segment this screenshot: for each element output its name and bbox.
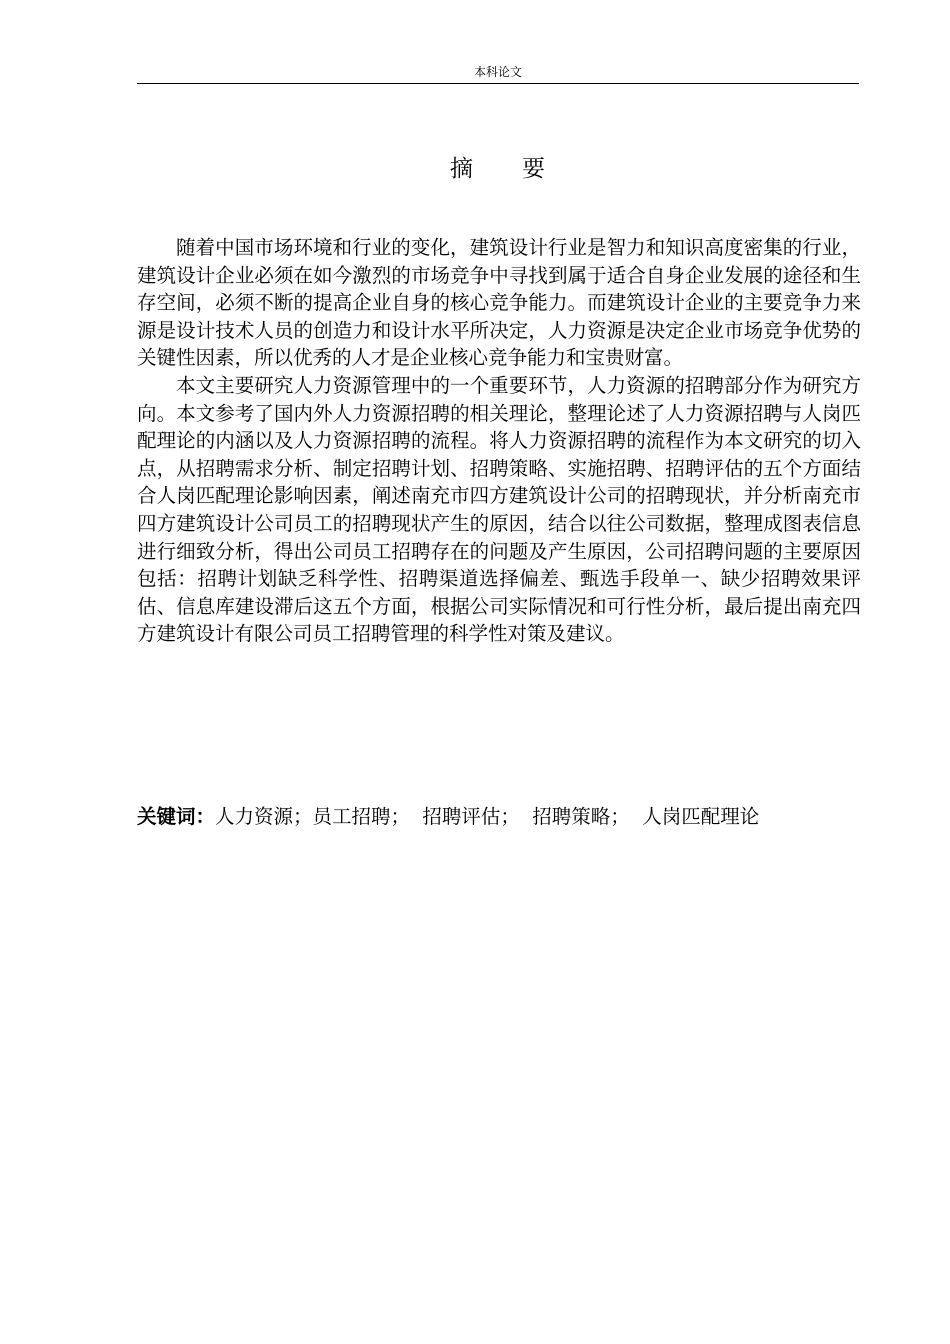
title-char-1: 摘 [450,156,474,182]
keywords-label: 关键词： [137,805,216,828]
abstract-title [137,153,859,185]
keywords-text: 人力资源；员工招聘； 招聘评估； 招聘策略； 人岗匹配理论 [215,805,760,828]
abstract-paragraph-1: 随着中国市场环境和行业的变化，建筑设计行业是智力和知识高度密集的行业，建筑设计企业必须在如今激烈的市场竞争中寻找到属于适合自身企业发展的途径和生存空间，必须不断的提高企业自身的核心竞争能力。而建筑设计企业的主要竞争力来源是设计技术人员的创造力和设计水平所决定，人力资源是决定企业市场竞争优势的关键性因素，所以优秀的人才是企业核心竞争能力和宝贵财富。 [137,236,861,370]
page-header: 本科论文 [473,65,522,79]
abstract-paragraph-2: 本文主要研究人力资源管理中的一个重要环节，人力资源的招聘部分作为研究方向。本文参考了国内外人力资源招聘的相关理论，整理论述了人力资源招聘与人岗匹配理论的内涵以及人力资源招聘的流程。将人力资源招聘的流程作为本文研究的切入点，从招聘需求分析、制定招聘计划、招聘策略、实施招聘、招聘评估的五个方面结合人岗匹配理论影响因素，阐述南充市四方建筑设计公司的招聘现状，并分析南充市四方建筑设计公司员工的招聘现状产生的原因，结合以往公司数据，整理成图表信息进行细致分析，得出公司员工招聘存在的问题及产生原因，公司招聘问题的主要原因包括：招聘计划缺乏科学性、招聘渠道选择偏差、甄选手段单一、缺少招聘效果评估、信息库建设滞后这五个方面，根据公司实际情况和可行性分析，最后提出南充四方建筑设计有限公司员工招聘管理的科学性对策及建议。 [137,373,861,646]
title-char-2: 要 [522,156,546,182]
abstract-body [137,234,861,648]
header-rule [137,83,859,84]
keywords-line [137,803,859,831]
